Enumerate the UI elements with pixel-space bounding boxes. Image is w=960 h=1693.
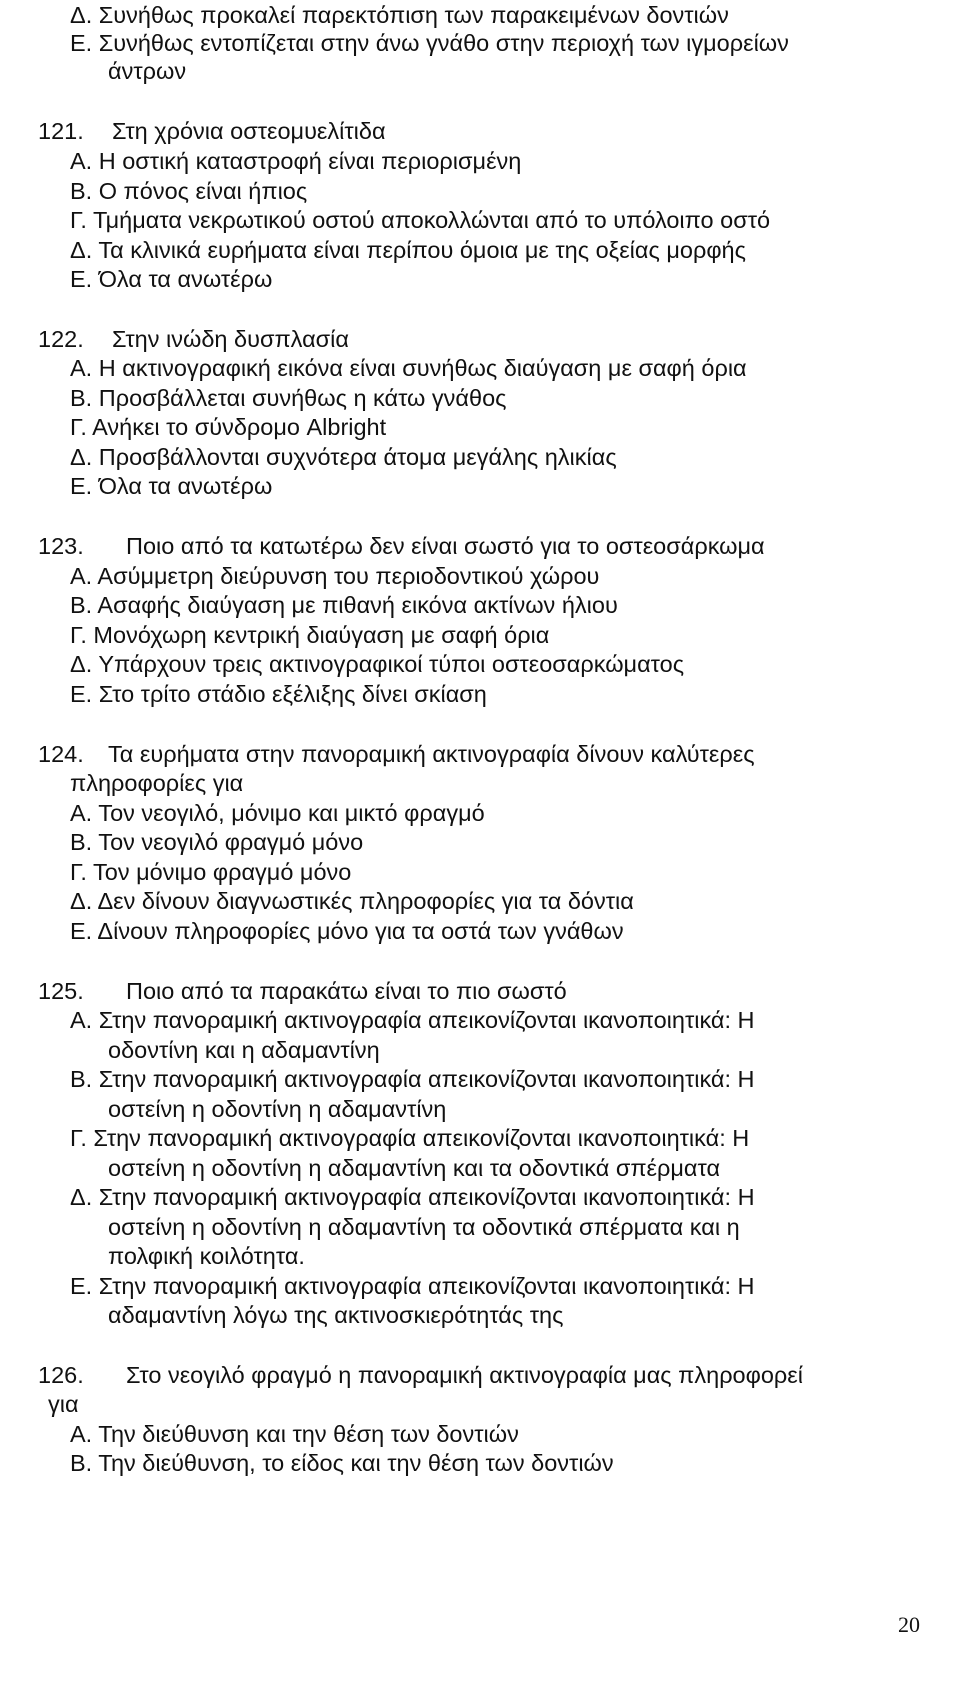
q122-option-a: Α. Η ακτινογραφική εικόνα είναι συνήθως διαύγαση με σαφή όρια [70, 355, 747, 381]
q125-option-b-continuation: οστείνη η οδοντίνη η αδαμαντίνη [108, 1096, 447, 1122]
q125-option-a-continuation: οδοντίνη και η αδαμαντίνη [108, 1037, 380, 1063]
q125-option-d: Δ. Στην πανοραμική ακτινογραφία απεικονίζονται ικανοποιητικά: Η [70, 1184, 755, 1210]
q124-option-a: Α. Τον νεογιλό, μόνιμο και μικτό φραγμό [70, 800, 485, 826]
q125-option-e: Ε. Στην πανοραμική ακτινογραφία απεικονίζονται ικανοποιητικά: Η [70, 1273, 755, 1299]
question-125-text: Ποιο από τα παρακάτω είναι το πιο σωστό [126, 978, 567, 1004]
q121-option-b: Β. Ο πόνος είναι ήπιος [70, 178, 308, 204]
q123-option-c: Γ. Μονόχωρη κεντρική διαύγαση με σαφή όρια [70, 622, 550, 648]
q125-option-c: Γ. Στην πανοραμική ακτινογραφία απεικονίζονται ικανοποιητικά: Η [70, 1125, 750, 1151]
option-e: Ε. Συνήθως εντοπίζεται στην άνω γνάθο στην περιοχή των ιγμορείων [70, 30, 789, 56]
q123-option-d: Δ. Υπάρχουν τρεις ακτινογραφικοί τύποι οστεοσαρκώματος [70, 651, 685, 677]
q123-option-b: Β. Ασαφής διαύγαση με πιθανή εικόνα ακτίνων ήλιου [70, 592, 618, 618]
question-122-text: Στην ινώδη δυσπλασία [112, 326, 349, 352]
q121-option-a: Α. Η οστική καταστροφή είναι περιορισμένη [70, 148, 522, 174]
question-123-text: Ποιο από τα κατωτέρω δεν είναι σωστό για το οστεοσάρκωμα [126, 533, 765, 559]
q125-option-a: Α. Στην πανοραμική ακτινογραφία απεικονίζονται ικανοποιητικά: Η [70, 1007, 755, 1033]
q123-option-e: Ε. Στο τρίτο στάδιο εξέλιξης δίνει σκίαση [70, 681, 487, 707]
question-124-text: Τα ευρήματα στην πανοραμική ακτινογραφία δίνουν καλύτερες [108, 741, 755, 767]
q124-option-b: Β. Τον νεογιλό φραγμό μόνο [70, 829, 364, 855]
question-number-121: 121. [38, 118, 84, 144]
question-121-text: Στη χρόνια οστεομυελίτιδα [112, 118, 386, 144]
question-124-text-continuation: πληροφορίες για [70, 770, 244, 796]
page-number: 20 [898, 1612, 920, 1637]
q125-option-c-continuation: οστείνη η οδοντίνη η αδαμαντίνη και τα οδοντικά σπέρματα [108, 1155, 721, 1181]
question-126-text-continuation: για [48, 1391, 79, 1417]
option-e-continuation: άντρων [108, 58, 187, 84]
question-126-text: Στο νεογιλό φραγμό η πανοραμική ακτινογραφία μας πληροφορεί [126, 1362, 804, 1388]
q123-option-a: Α. Ασύμμετρη διεύρυνση του περιοδοντικού χώρου [70, 563, 600, 589]
option-d: Δ. Συνήθως προκαλεί παρεκτόπιση των παρακειμένων δοντιών [70, 2, 729, 28]
q124-option-c: Γ. Τον μόνιμο φραγμό μόνο [70, 859, 352, 885]
q122-option-c: Γ. Ανήκει το σύνδρομο Albright [70, 414, 387, 440]
q121-option-d: Δ. Τα κλινικά ευρήματα είναι περίπου όμοια με της οξείας μορφής [70, 237, 746, 263]
question-number-124: 124. [38, 741, 84, 767]
question-number-123: 123. [38, 533, 84, 559]
q121-option-c: Γ. Τμήματα νεκρωτικού οστού αποκολλώνται από το υπόλοιπο οστό [70, 207, 771, 233]
q121-option-e: Ε. Όλα τα ανωτέρω [70, 266, 273, 292]
q126-option-a: Α. Την διεύθυνση και την θέση των δοντιών [70, 1421, 519, 1447]
q125-option-d-continuation: οστείνη η οδοντίνη η αδαμαντίνη τα οδοντικά σπέρματα και η [108, 1214, 740, 1240]
q124-option-d: Δ. Δεν δίνουν διαγνωστικές πληροφορίες για τα δόντια [70, 888, 634, 914]
q122-option-b: Β. Προσβάλλεται συνήθως η κάτω γνάθος [70, 385, 507, 411]
question-number-126: 126. [38, 1362, 84, 1388]
question-number-122: 122. [38, 326, 84, 352]
q125-option-e-continuation: αδαμαντίνη λόγω της ακτινοσκιερότητάς της [108, 1302, 564, 1328]
q124-option-e: Ε. Δίνουν πληροφορίες μόνο για τα οστά των γνάθων [70, 918, 624, 944]
q122-option-e: Ε. Όλα τα ανωτέρω [70, 473, 273, 499]
q122-option-d: Δ. Προσβάλλονται συχνότερα άτομα μεγάλης ηλικίας [70, 444, 617, 470]
q125-option-d-continuation-2: πολφική κοιλότητα. [108, 1243, 305, 1269]
q126-option-b: Β. Την διεύθυνση, το είδος και την θέση των δοντιών [70, 1450, 614, 1476]
question-number-125: 125. [38, 978, 84, 1004]
q125-option-b: Β. Στην πανοραμική ακτινογραφία απεικονίζονται ικανοποιητικά: Η [70, 1066, 755, 1092]
